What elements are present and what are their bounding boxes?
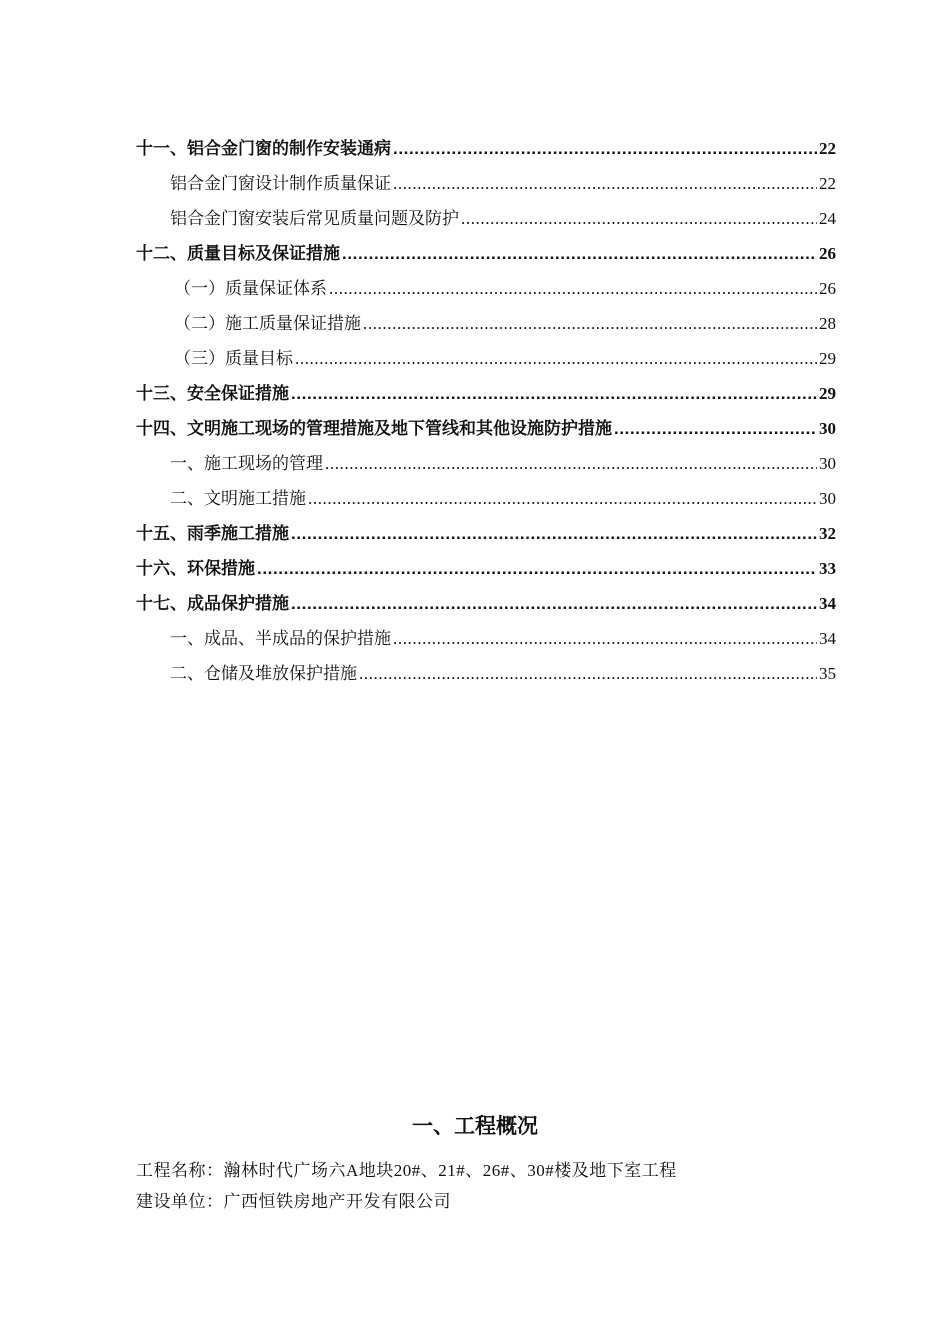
toc-entry-page: 33	[819, 559, 836, 578]
toc-entry-page: 30	[819, 419, 836, 438]
toc-entry-title: 十二、质量目标及保证措施	[136, 244, 340, 263]
toc-entry-page: 24	[819, 209, 836, 228]
toc-entry[interactable]	[136, 521, 836, 556]
toc-leader-dots	[363, 311, 817, 337]
toc-entry[interactable]	[136, 591, 836, 626]
toc-leader-dots	[291, 521, 817, 547]
section-heading: 一、工程概况	[412, 1115, 538, 1139]
toc-entry-page: 29	[819, 349, 836, 368]
toc-entry[interactable]	[136, 451, 836, 486]
toc-entry[interactable]	[136, 241, 836, 276]
toc-entry-page: 30	[819, 489, 836, 508]
toc-entry[interactable]	[136, 661, 836, 696]
toc-entry-title: 二、仓储及堆放保护措施	[170, 664, 357, 683]
toc-entry-title: 一、施工现场的管理	[170, 454, 323, 473]
toc-entry-page: 26	[819, 244, 836, 263]
builder-line: 建设单位：广西恒铁房地产开发有限公司	[136, 1192, 451, 1211]
toc-entry-page: 30	[819, 454, 836, 473]
toc-entry-title: 十三、安全保证措施	[136, 384, 289, 403]
toc-entry-page: 34	[819, 629, 836, 648]
toc-entry-title: 十一、铝合金门窗的制作安装通病	[136, 139, 391, 158]
toc-entry[interactable]	[136, 416, 836, 451]
toc-entry-title: 一、成品、半成品的保护措施	[170, 629, 391, 648]
toc-entry-title: 十七、成品保护措施	[136, 594, 289, 613]
project-name-line: 工程名称：瀚林时代广场六A地块20#、21#、26#、30#楼及地下室工程	[136, 1161, 677, 1180]
toc-entry[interactable]	[136, 136, 836, 171]
toc-entry-title: （二）施工质量保证措施	[174, 314, 361, 333]
toc-entry-page: 35	[819, 664, 836, 683]
toc-entry-page: 32	[819, 524, 836, 543]
toc-entry[interactable]	[136, 206, 836, 241]
toc-entry-page: 26	[819, 279, 836, 298]
toc-leader-dots	[295, 346, 817, 372]
table-of-contents	[136, 136, 836, 696]
toc-leader-dots	[291, 381, 817, 407]
toc-entry[interactable]	[136, 486, 836, 521]
toc-entry-page: 22	[819, 139, 836, 158]
toc-leader-dots	[325, 451, 817, 477]
toc-leader-dots	[342, 241, 817, 267]
toc-entry[interactable]	[136, 346, 836, 381]
toc-entry[interactable]	[136, 171, 836, 206]
toc-entry-title: （三）质量目标	[174, 349, 293, 368]
toc-entry-title: 十四、文明施工现场的管理措施及地下管线和其他设施防护措施	[136, 419, 612, 438]
toc-entry-title: 二、文明施工措施	[170, 489, 306, 508]
toc-entry-title: （一）质量保证体系	[174, 279, 327, 298]
toc-leader-dots	[291, 591, 817, 617]
toc-entry[interactable]	[136, 311, 836, 346]
toc-leader-dots	[308, 486, 817, 512]
toc-leader-dots	[257, 556, 817, 582]
toc-entry[interactable]	[136, 276, 836, 311]
toc-entry-title: 铝合金门窗安装后常见质量问题及防护	[170, 209, 459, 228]
toc-entry-page: 22	[819, 174, 836, 193]
toc-entry-title: 十五、雨季施工措施	[136, 524, 289, 543]
toc-entry-page: 34	[819, 594, 836, 613]
toc-leader-dots	[329, 276, 817, 302]
toc-leader-dots	[614, 416, 817, 442]
toc-leader-dots	[393, 626, 817, 652]
toc-leader-dots	[393, 136, 817, 162]
toc-leader-dots	[393, 171, 817, 197]
toc-leader-dots	[359, 661, 817, 687]
toc-entry[interactable]	[136, 556, 836, 591]
toc-entry-title: 十六、环保措施	[136, 559, 255, 578]
toc-leader-dots	[461, 206, 817, 232]
toc-entry-title: 铝合金门窗设计制作质量保证	[170, 174, 391, 193]
toc-entry-page: 29	[819, 384, 836, 403]
toc-entry-page: 28	[819, 314, 836, 333]
toc-entry[interactable]	[136, 626, 836, 661]
toc-entry[interactable]	[136, 381, 836, 416]
